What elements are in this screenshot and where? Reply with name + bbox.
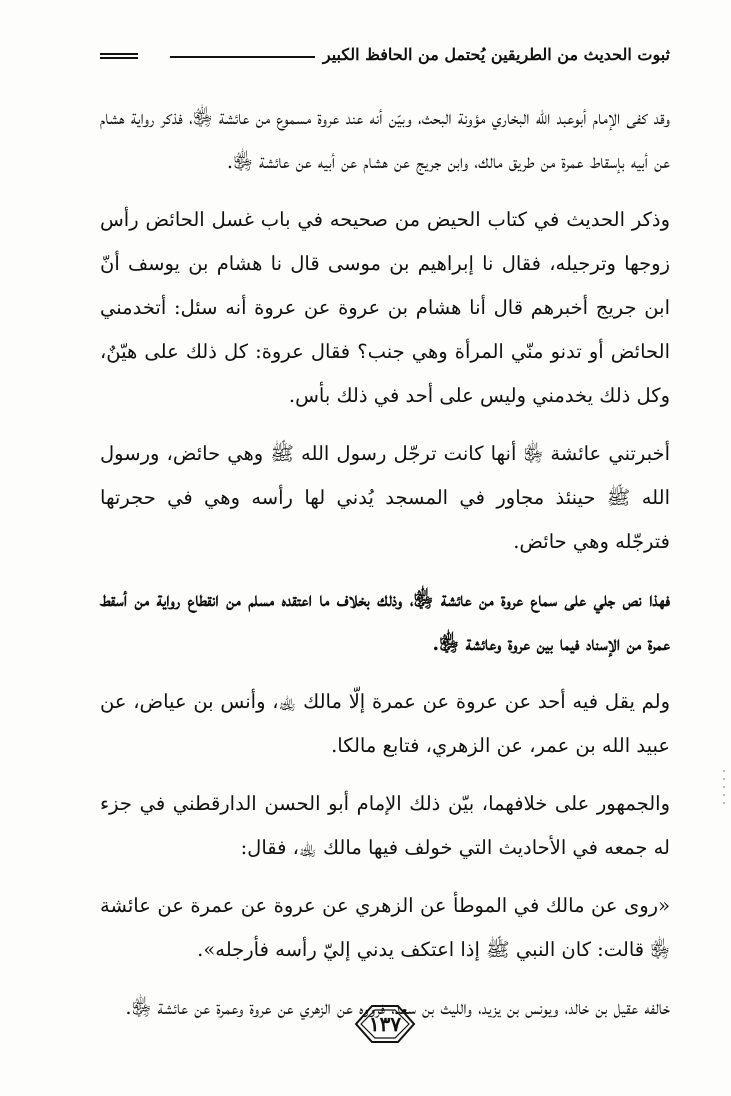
page-number-badge [352, 1002, 418, 1046]
header-title: ثبوت الحديث من الطريقين يُحتمل من الحافظ الكبير [315, 40, 670, 70]
paragraph-1: وقد كفى الإمام أبوعبد الله البخاري مؤونة البحث، وبيّن أنه عند عروة مسموع من عائشة ﵂، فذكر رواية هشام عن أبيه بإسقاط عمرة من طريق مالك، وابن جريج عن هشام عن أبيه عن عائشة ﵂. [100, 106, 670, 173]
paragraph-5: ولم يقل فيه أحد عن عروة عن عمرة إلّا مالك ﵀، وأنس بن عياض، عن عبيد الله بن عمر، عن الزهري، فتابع مالكا. [100, 690, 670, 757]
paragraph-4: فهذا نص جلي على سماع عروة من عائشة ﵂، وذلك بخلاف ما اعتقده مسلم من انقطاع رواية من أسقط عمرة من الإسناد فيما بين عروة وعائشة ﵂. [100, 588, 670, 655]
paragraph-6: والجمهور على خلافهما، بيّن ذلك الإمام أبو الحسن الدارقطني في جزء له جمعه في الأحاديث التي خولف فيها مالك ﵀، فقال: [100, 792, 670, 859]
paragraph-2: وذكر الحديث في كتاب الحيض من صحيحه في باب غسل الحائض رأس زوجها وترجيله، فقال نا إبراهيم بن موسى قال نا هشام بن يوسف أنّ ابن جريج أخبرهم قال أنا هشام بن عروة عن عروة أنه سئل: أتخدمني الحائض أو تدنو منّي المرأة وهي جنب؟ فقال عروة: كل ذلك على هيّنٌ، وكل ذلك يخدمني وليس على أحد في ذلك بأس. [100, 208, 670, 407]
header-ornament [100, 53, 138, 61]
paragraph-7: «روى عن مالك في الموطأ عن الزهري عن عروة عن عمرة عن عائشة ﵂ قالت: كان النبي ﷺ إذا اعتكف يدني إليّ رأسه فأرجله». [100, 894, 670, 961]
scan-speckle [723, 770, 725, 810]
paragraph-3: أخبرتني عائشة ﵂ أنها كانت ترجّل رسول الله ﷺ وهي حائض، ورسول الله ﷺ حينئذ مجاور في المسجد يُدني لها رأسه وهي في حجرتها فترجّله وهي حائض. [100, 442, 670, 553]
paragraph-8: خالفه عقيل بن خالد، ويونس بن يزيد، والليث بن سعد، فرووه عن الزهري عن عروة وعمرة عن عائشة ﵂. [125, 996, 670, 1019]
body-text [100, 96, 670, 1044]
running-header [100, 40, 670, 70]
page-number: ١٣٧ [368, 1012, 402, 1036]
